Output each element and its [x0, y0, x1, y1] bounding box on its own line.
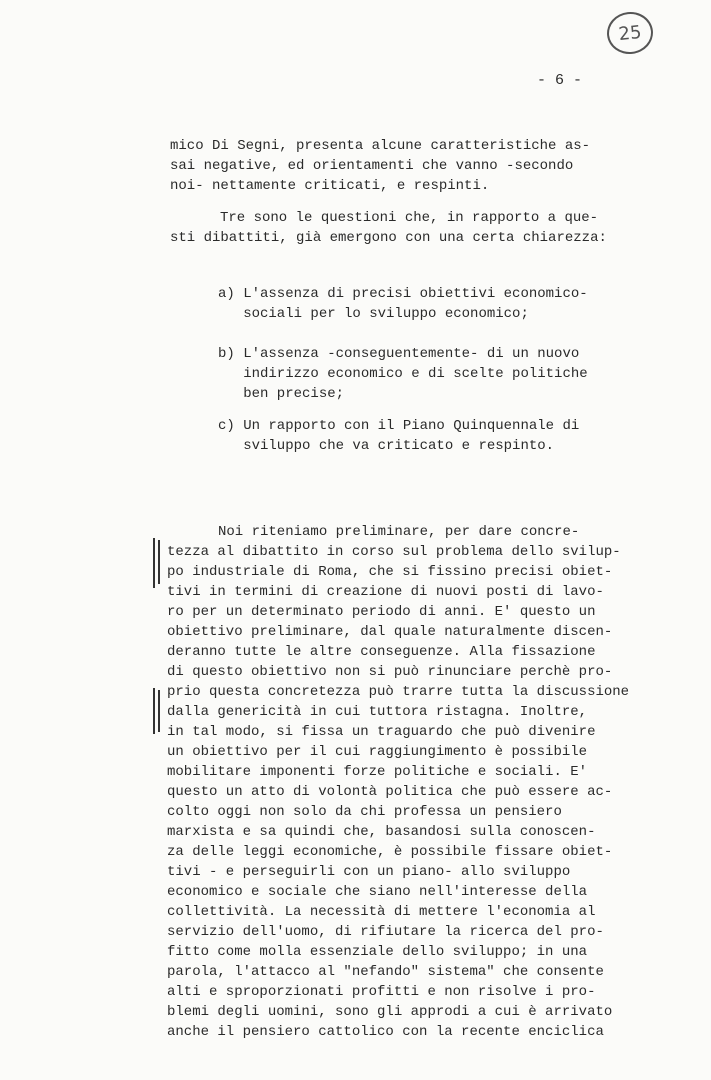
body-line: fitto come molla essenziale dello sviluppo; in una: [167, 944, 588, 960]
body-line: marxista e sa quindi che, basandosi sulla conoscen-: [167, 824, 596, 840]
body-line: in tal modo, si fissa un traguardo che può divenire: [167, 724, 596, 740]
list-item-b: ben precise;: [218, 386, 345, 402]
body-line: alti e sproporzionati profitti e non risolve i pro-: [167, 984, 596, 1000]
body-line: deranno tutte le altre conseguenze. Alla fissazione: [167, 644, 596, 660]
body-line: tezza al dibattito in corso sul problema dello svilup-: [167, 544, 621, 560]
text-line: noi- nettamente criticati, e respinti.: [170, 178, 490, 194]
body-line: mobilitare imponenti forze politiche e sociali. E': [167, 764, 588, 780]
margin-mark: [153, 688, 155, 734]
body-line: po industriale di Roma, che si fissino precisi obiet-: [167, 564, 613, 580]
body-line: obiettivo preliminare, dal quale naturalmente discen-: [167, 624, 613, 640]
body-line: un obiettivo per il cui raggiungimento è possibile: [167, 744, 588, 760]
body-line: anche il pensiero cattolico con la recente enciclica: [167, 1024, 604, 1040]
body-line: ro per un determinato periodo di anni. E' questo un: [167, 604, 596, 620]
body-line: Noi riteniamo preliminare, per dare concre-: [218, 524, 580, 540]
text-line: mico Di Segni, presenta alcune caratteristiche as-: [170, 138, 591, 154]
body-line: parola, l'attacco al "nefando" sistema" che consente: [167, 964, 604, 980]
body-line: colto oggi non solo da chi professa un pensiero: [167, 804, 562, 820]
body-line: economico e sociale che siano nell'interesse della: [167, 884, 588, 900]
list-item-a: sociali per lo sviluppo economico;: [218, 306, 529, 322]
list-item-a: a) L'assenza di precisi obiettivi economico-: [218, 286, 588, 302]
margin-mark: [158, 540, 160, 584]
body-line: servizio dell'uomo, di rifiutare la ricerca del pro-: [167, 924, 604, 940]
body-line: collettività. La necessità di mettere l'economia al: [167, 904, 596, 920]
text-line: sti dibattiti, già emergono con una certa chiarezza:: [170, 230, 607, 246]
list-item-c: c) Un rapporto con il Piano Quinquennale di: [218, 418, 580, 434]
margin-mark: [158, 690, 160, 732]
margin-mark: [153, 538, 155, 588]
page-stamp: [605, 10, 655, 57]
body-line: prio questa concretezza può trarre tutta la discussione: [167, 684, 630, 700]
body-line: di questo obiettivo non si può rinunciare perchè pro-: [167, 664, 613, 680]
text-line: sai negative, ed orientamenti che vanno -secondo: [170, 158, 574, 174]
body-line: blemi degli uomini, sono gli approdi a cui è arrivato: [167, 1004, 613, 1020]
text-line: Tre sono le questioni che, in rapporto a que-: [220, 210, 599, 226]
body-line: dalla genericità in cui tuttora ristagna. Inoltre,: [167, 704, 588, 720]
page-number: - 6 -: [537, 72, 583, 89]
body-line: tivi - e perseguirli con un piano- allo sviluppo: [167, 864, 571, 880]
stamp-number: 25: [617, 21, 643, 45]
list-item-b: b) L'assenza -conseguentemente- di un nuovo: [218, 346, 580, 362]
list-item-b: indirizzo economico e di scelte politiche: [218, 366, 588, 382]
body-line: za delle leggi economiche, è possibile fissare obiet-: [167, 844, 613, 860]
body-line: questo un atto di volontà politica che può essere ac-: [167, 784, 613, 800]
body-line: tivi in termini di creazione di nuovi posti di lavo-: [167, 584, 604, 600]
list-item-c: sviluppo che va criticato e respinto.: [218, 438, 555, 454]
